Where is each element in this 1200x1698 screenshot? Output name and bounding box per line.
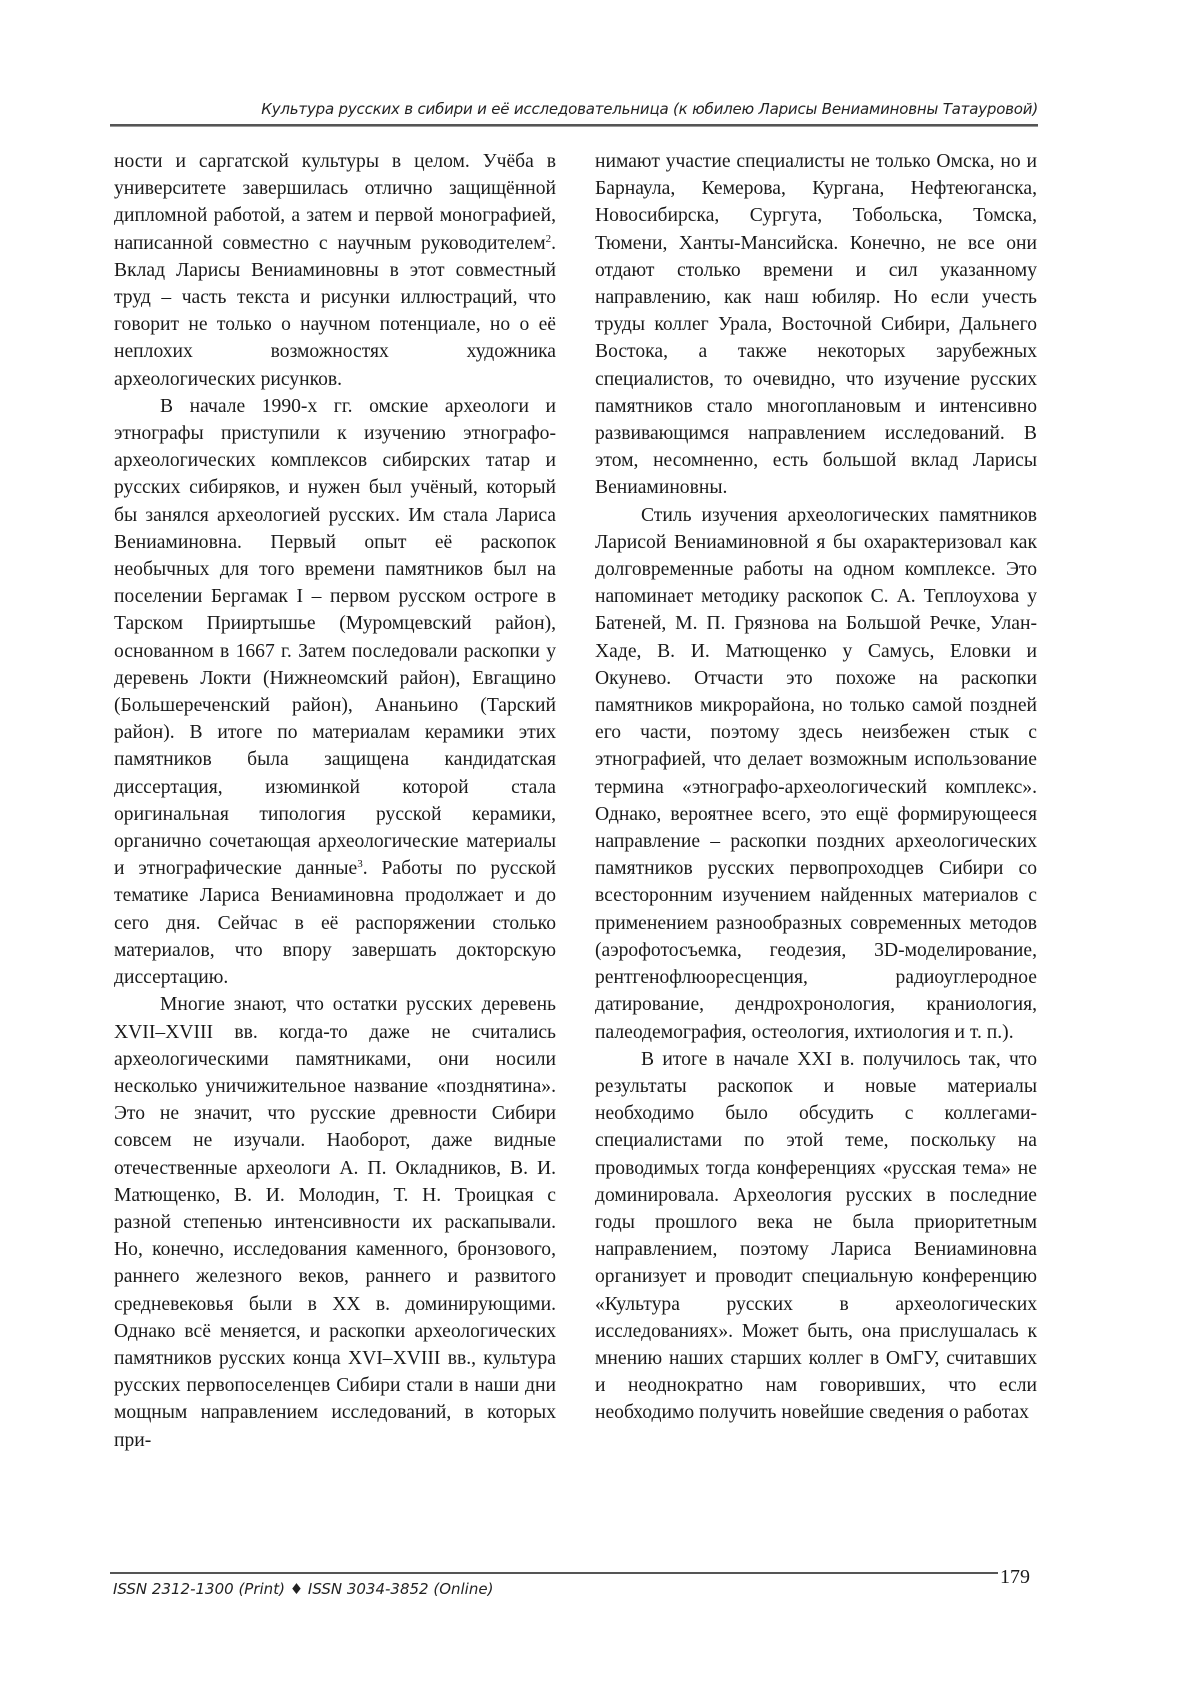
issn-line: ISSN 2312-1300 (Print) ♦ ISSN 3034-3852 (Online) (113, 1580, 494, 1598)
footnote-ref[interactable]: 2 (545, 232, 552, 245)
header-rule (110, 124, 1038, 127)
left-column (114, 148, 556, 1454)
paragraph: В итоге в начале XXI в. получилось так, что результаты раскопок и новые материалы необходимо было обсудить с коллегами-специалистами по этой теме, поскольку на проводимых тогда конференциях «русская тема» не доминировала. Археология русских в последние годы прошлого века не была приоритетным направлением, поэтому Лариса Вениаминовна организует и проводит специальную конференцию «Культура русских в археологических исследованиях». Может быть, она прислушалась к мнению наших старших коллег в ОмГУ, считавших и неоднократно нам говоривших, что если необходимо получить новейшие сведения о работах (595, 1048, 1037, 1424)
footnote-ref[interactable]: 3 (357, 858, 363, 871)
paragraph: нимают участие специалисты не только Омска, но и Барнаула, Кемерова, Кургана, Нефтеюганска, Новосибирска, Сургута, Тобольска, Томска, Тюмени, Ханты-Мансийска. Конечно, не все они отдают столько времени и сил указанному направлению, как наш юбиляр. Но если учесть труды коллег Урала, Восточной Сибири, Дальнего Востока, а также некоторых зарубежных специалистов, то очевидно, что изучение русских памятников стало многоплановым и интенсивно развивающимся направлением исследований. В этом, несомненно, есть большой вклад Ларисы Вениаминовны. (595, 151, 1037, 499)
right-column (595, 148, 1037, 1427)
paragraph: В начале 1990-х гг. омские археологи и этнографы приступили к изучению этнографо-археологических комплексов сибирских татар и русских сибиряков, и нужен был учёный, который бы занялся археологией русских. Им стала Лариса Вениаминовна. Первый опыт её раскопок необычных для того времени памятников был на поселении Бергамак I – первом русском остроге в Тарском Прииртышье (Муромцевский район), основанном в 1667 г. Затем последовали раскопки у деревень Локти (Нижнеомский район), Евгащино (Большереченский район), Ананьино (Тарский район). В итоге по материалам керамики этих памятников была защищена кандидатская диссертация, изюминкой которой стала оригинальная типология русской керамики, органично сочетающая археологические материалы и этнографические данные$^3$. Работы по русской тематике Лариса Вениаминовна продолжает и до сего дня. Сейчас в её распоряжении столько материалов, что впору завершать докторскую диссертацию. (114, 395, 556, 989)
paragraph: ности и саргатской культуры в целом. Учёба в университете завершилась отлично защищённой дипломной работой, а затем и первой монографией, написанной совместно с научным руководителем$^2$. Вклад Ларисы Вениаминовны в этот совместный труд – часть текста и рисунки иллюстраций, что говорит не только о научном потенциале, но о её неплохих возможностях художника археологических рисунков. (114, 151, 556, 390)
footer-rule (110, 1572, 998, 1574)
paragraph: Многие знают, что остатки русских деревень XVII–XVIII вв. когда-то даже не считались археологическими памятниками, они носили несколько уничижительное название «позднятина». Это не значит, что русские древности Сибири совсем не изучали. Наоборот, даже видные отечественные археологи А. П. Окладников, В. И. Матющенко, В. И. Молодин, Т. Н. Троицкая с разной степенью интенсивности их раскапывали. Но, конечно, исследования каменного, бронзового, раннего железного веков, раннего и развитого средневековья были в XX в. доминирующими. Однако всё меняется, и раскопки археологических памятников русских конца XVI–XVIII вв., культура русских первопоселенцев Сибири стали в наши дни мощным направлением исследований, в которых при- (114, 994, 556, 1451)
running-title: Культура русских в сибири и её исследовательница (к юбилею Ларисы Вениаминовны Татауровой) (261, 100, 1038, 118)
paragraph: Стиль изучения археологических памятников Ларисой Вениаминовной я бы охарактеризовал как долговременные работы на одном комплексе. Это напоминает методику раскопок С. А. Теплоухова у Батеней, М. П. Грязнова на Большой Речке, Улан-Хаде, В. И. Матющенко у Самусь, Еловки и Окунево. Отчасти это похоже на раскопки памятников микрорайона, но только самой поздней его части, поэтому здесь неизбежен стык с этнографией, что делает возможным использование термина «этнографо-археологический комплекс». Однако, вероятнее всего, это ещё формирующееся направление – раскопки поздних археологических памятников русских первопроходцев Сибири со всесторонним изучением найденных материалов с применением разнообразных современных методов (аэрофотосъемка, геодезия, 3D-моделирование, рентгенофлюоресценция, радиоуглеродное датирование, дендрохронология, краниология, палеодемография, остеология, ихтиология и т. п.). (595, 504, 1037, 1043)
page-number: 179 (1000, 1566, 1030, 1588)
